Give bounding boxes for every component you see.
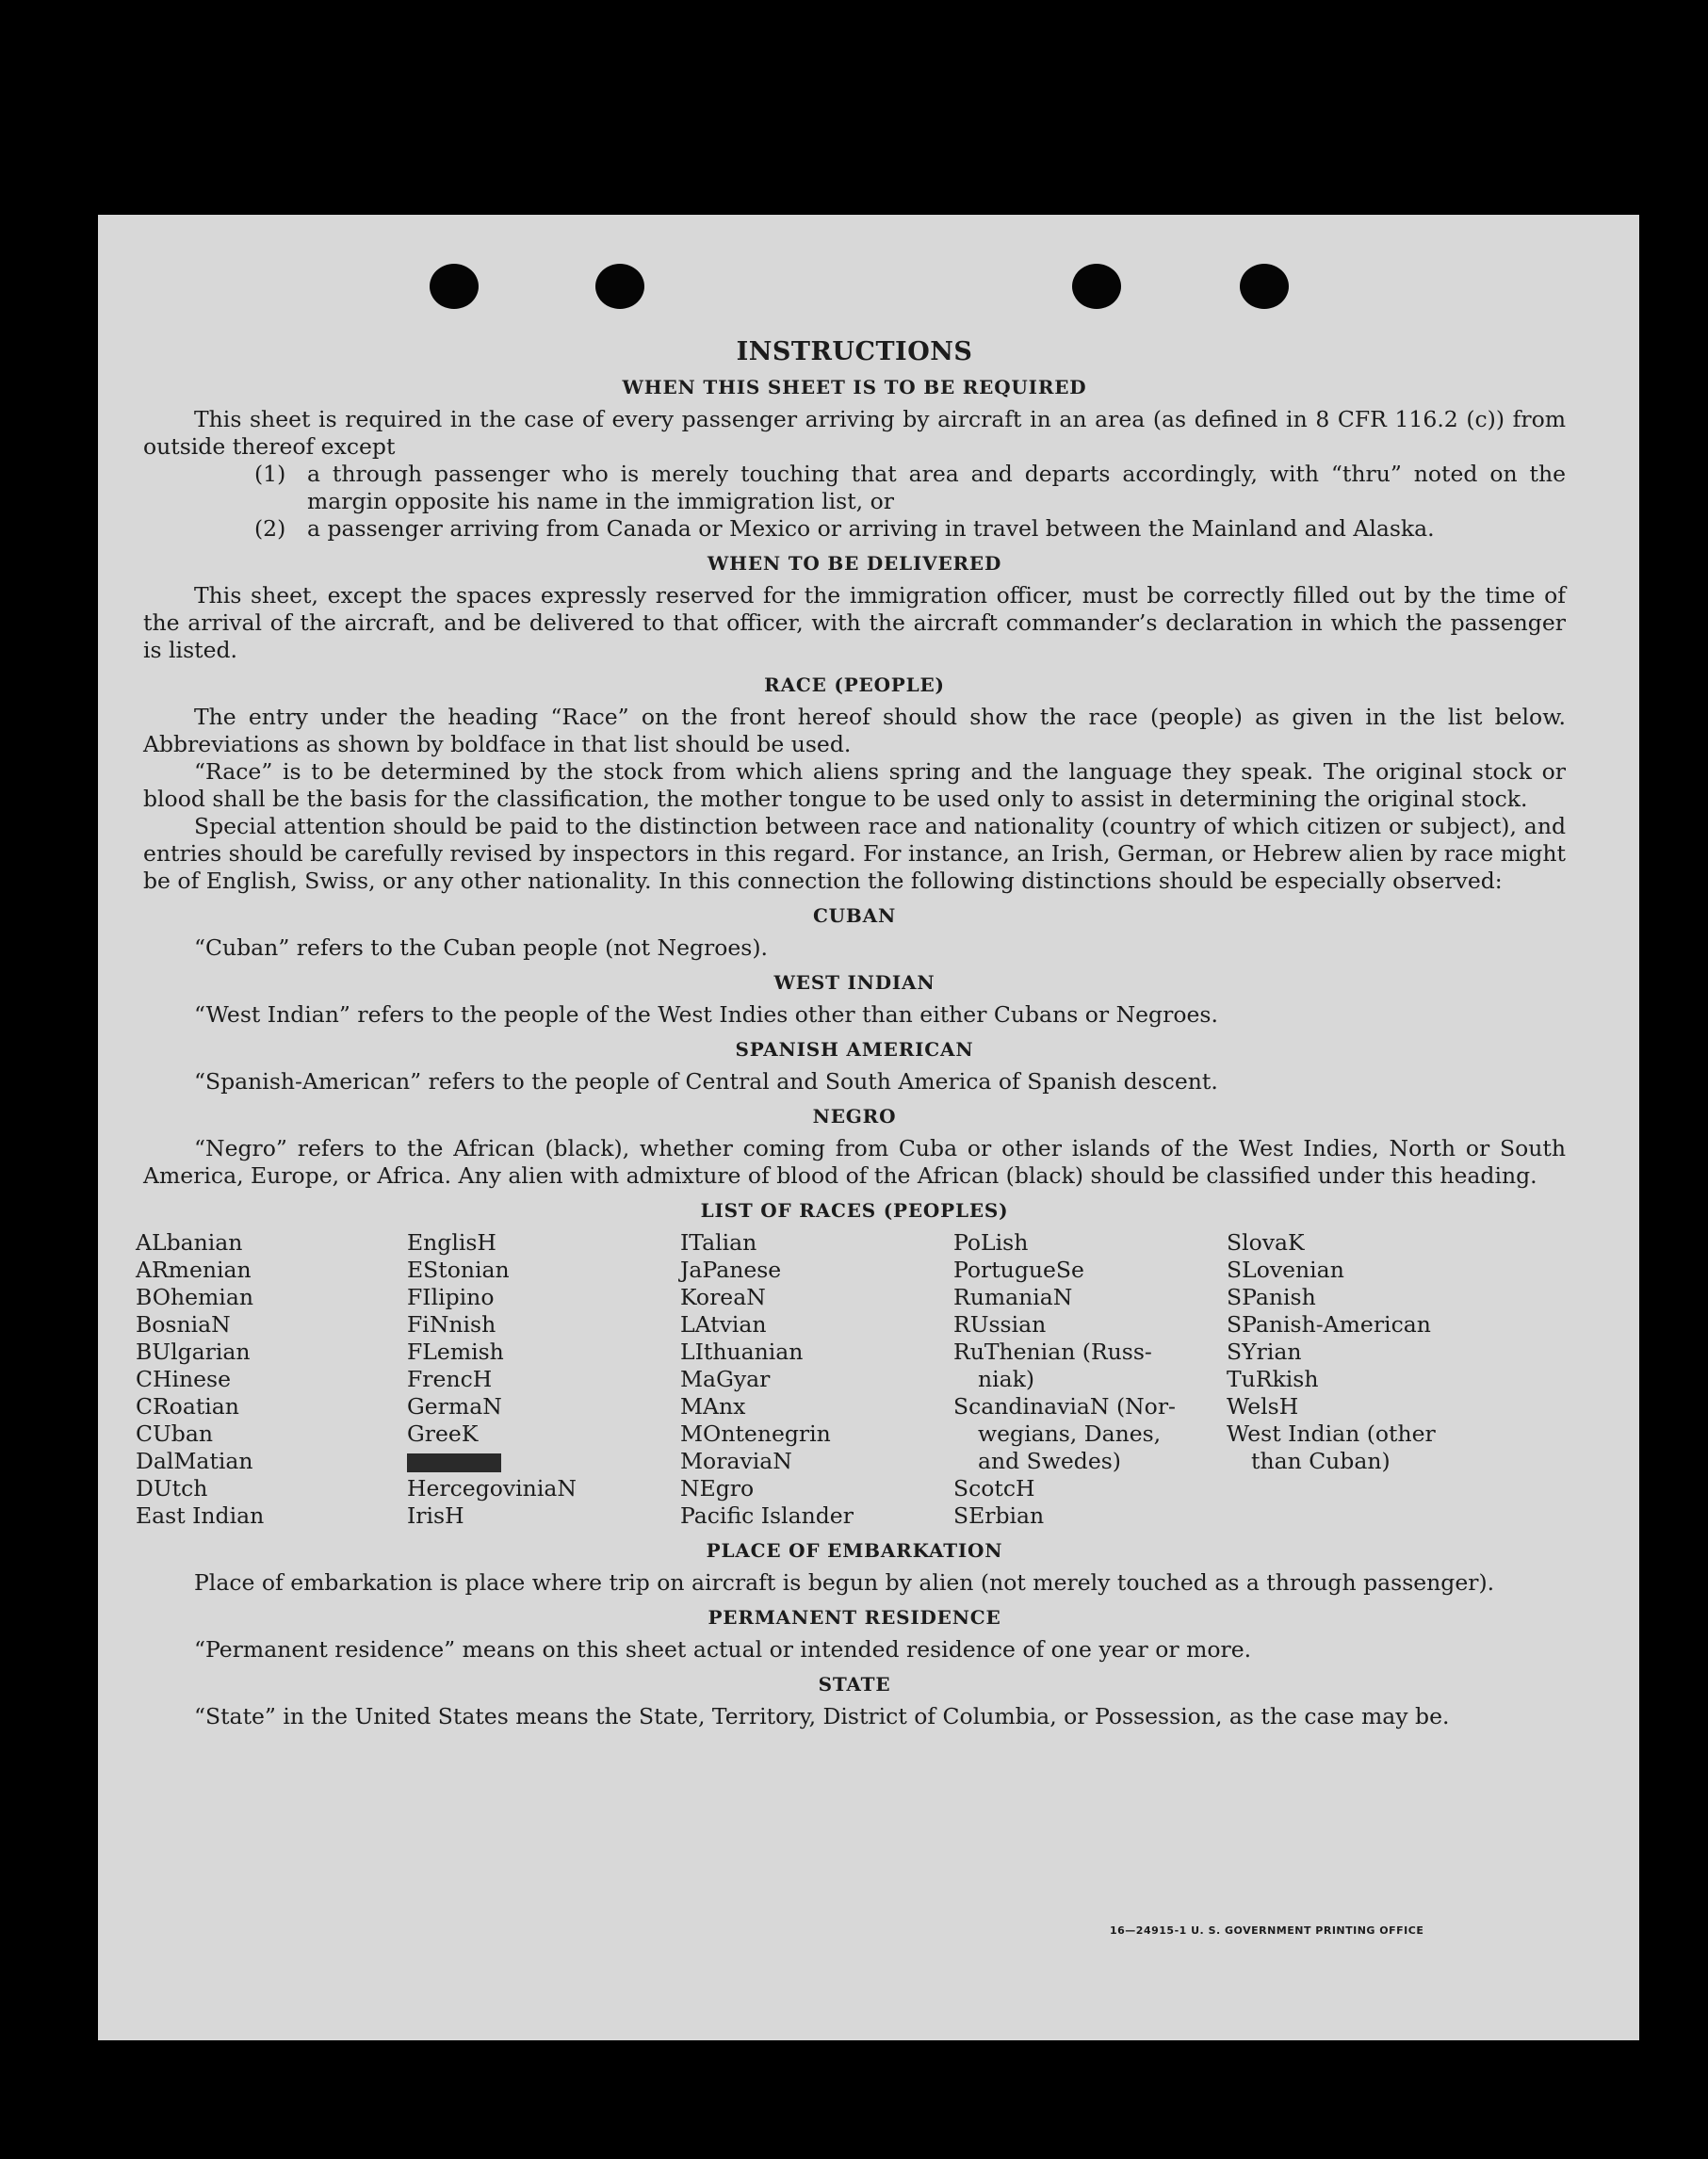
- exception-item-2: [143, 515, 1566, 543]
- heading-permanent-residence: PERMANENT RESIDENCE: [708, 1606, 1001, 1629]
- race-entry: PoLish: [953, 1229, 1029, 1256]
- race-entry: SLovenian: [1227, 1257, 1344, 1283]
- race-entry: BUlgarian: [136, 1339, 251, 1365]
- punch-hole: [430, 264, 479, 309]
- race-entry: FrencH: [407, 1366, 493, 1392]
- race-entry: DUtch: [136, 1475, 208, 1502]
- race-entry: MAnx: [680, 1393, 746, 1420]
- race-entry-continued: wegians, Danes,: [978, 1420, 1162, 1447]
- race-entry: CUban: [136, 1420, 213, 1447]
- heading-west-indian: WEST INDIAN: [773, 971, 935, 994]
- heading-spanish-american: SPANISH AMERICAN: [735, 1038, 974, 1061]
- race-entry: HercegoviniaN: [407, 1475, 577, 1502]
- race-entry: RuThenian (Russ-: [953, 1339, 1152, 1365]
- races-column-2: [407, 1229, 680, 1530]
- race-entry: PortugueSe: [953, 1257, 1084, 1283]
- race-entry: IrisH: [407, 1502, 464, 1529]
- race-entry: MOntenegrin: [680, 1420, 831, 1447]
- race-entry: EStonian: [407, 1257, 510, 1283]
- race-entry: KoreaN: [680, 1284, 766, 1310]
- race-entry: ScotcH: [953, 1475, 1035, 1502]
- races-column-1: [136, 1229, 407, 1530]
- item-text: a passenger arriving from Canada or Mexico or arriving in travel between the Mainland and Alaska.: [307, 515, 1435, 542]
- race-entry-continued: niak): [978, 1366, 1035, 1392]
- race-entry: WelsH: [1227, 1393, 1299, 1420]
- race-entry: LIthuanian: [680, 1339, 804, 1365]
- cuban-paragraph: “Cuban” refers to the Cuban people (not Negroes).: [194, 934, 769, 961]
- punch-hole: [1072, 264, 1121, 309]
- heading-race: RACE (PEOPLE): [764, 674, 945, 696]
- race-entry: GreeK: [407, 1420, 479, 1447]
- west-indian-paragraph: “West Indian” refers to the people of the West Indies other than either Cubans or Negroes.: [194, 1001, 1218, 1028]
- state-paragraph: “State” in the United States means the State, Territory, District of Columbia, or Possession, as the case may be.: [194, 1703, 1450, 1729]
- race-entry: ScandinaviaN (Nor-: [953, 1393, 1176, 1420]
- heading-cuban: CUBAN: [812, 904, 897, 927]
- when-required-paragraph: This sheet is required in the case of every passenger arriving by aircraft in an area (as defined in 8 CFR 116.2 (c)) from outside thereof except: [143, 406, 1566, 460]
- races-column-5: [1227, 1229, 1509, 1530]
- races-column-4: [953, 1229, 1227, 1530]
- exception-item-1: [143, 461, 1566, 515]
- race-entry: CRoatian: [136, 1393, 239, 1420]
- heading-negro: NEGRO: [812, 1105, 897, 1128]
- race-entry: Pacific Islander: [680, 1502, 854, 1529]
- race-entry: GermaN: [407, 1393, 502, 1420]
- race-entry: West Indian (other: [1227, 1420, 1436, 1447]
- redacted-entry: [407, 1448, 680, 1475]
- race-entry: ALbanian: [136, 1229, 243, 1256]
- race-entry: LAtvian: [680, 1311, 767, 1338]
- page-title: INSTRUCTIONS: [736, 337, 973, 366]
- race-entry: CHinese: [136, 1366, 231, 1392]
- race-entry: RumaniaN: [953, 1284, 1073, 1310]
- race-entry: SYrian: [1227, 1339, 1302, 1365]
- instructions-content: [136, 337, 1566, 1730]
- heading-when-delivered: WHEN TO BE DELIVERED: [707, 552, 1002, 575]
- item-number: (2): [254, 515, 286, 542]
- race-entry: East Indian: [136, 1502, 265, 1529]
- races-column-3: [680, 1229, 953, 1530]
- race-entry: FLemish: [407, 1339, 504, 1365]
- punch-hole: [595, 264, 644, 309]
- race-entry: BOhemian: [136, 1284, 253, 1310]
- heading-embarkation: PLACE OF EMBARKATION: [706, 1539, 1003, 1562]
- race-paragraph-1: The entry under the heading “Race” on the front hereof should show the race (people) as given in the list below. Abbreviations as shown by boldface in that list should be used.: [143, 704, 1566, 757]
- race-entry: ARmenian: [136, 1257, 252, 1283]
- spanish-american-paragraph: “Spanish-American” refers to the people of Central and South America of Spanish descent.: [194, 1068, 1218, 1095]
- race-paragraph-3: Special attention should be paid to the distinction between race and nationality (country of which citizen or subject), and entries should be carefully revised by inspectors in this regard. For instance, an Irish, German, or Hebrew alien by race might be of English, Swiss, or any other nationality. In this connection the following distinctions should be especially observed:: [143, 813, 1566, 894]
- race-entry: SErbian: [953, 1502, 1045, 1529]
- race-entry: SlovaK: [1227, 1229, 1305, 1256]
- race-entry: FIlipino: [407, 1284, 495, 1310]
- race-entry: MaGyar: [680, 1366, 771, 1392]
- item-number: (1): [254, 461, 286, 487]
- embarkation-paragraph: Place of embarkation is place where trip on aircraft is begun by alien (not merely touched as a through passenger).: [194, 1569, 1495, 1596]
- race-entry-continued: than Cuban): [1251, 1448, 1391, 1474]
- race-entry: BosniaN: [136, 1311, 231, 1338]
- residence-paragraph: “Permanent residence” means on this sheet actual or intended residence of one year or more.: [194, 1636, 1252, 1663]
- race-entry-continued: and Swedes): [978, 1448, 1121, 1474]
- race-entry: DalMatian: [136, 1448, 253, 1474]
- races-list: [136, 1229, 1566, 1530]
- redaction-mark: [407, 1453, 501, 1472]
- race-entry: EnglisH: [407, 1229, 496, 1256]
- race-entry: NEgro: [680, 1475, 755, 1502]
- printer-imprint: 16—24915-1 U. S. GOVERNMENT PRINTING OFFICE: [1110, 1924, 1424, 1937]
- race-entry: RUssian: [953, 1311, 1047, 1338]
- race-entry: JaPanese: [680, 1257, 782, 1283]
- heading-when-required: WHEN THIS SHEET IS TO BE REQUIRED: [622, 376, 1087, 398]
- race-entry: MoraviaN: [680, 1448, 792, 1474]
- punch-hole: [1240, 264, 1289, 309]
- document-sheet: [98, 215, 1639, 2040]
- race-entry: ITalian: [680, 1229, 757, 1256]
- race-entry: FiNnish: [407, 1311, 496, 1338]
- race-entry: TuRkish: [1227, 1366, 1319, 1392]
- heading-list-of-races: LIST OF RACES (PEOPLES): [700, 1199, 1009, 1222]
- heading-state: STATE: [818, 1673, 891, 1696]
- when-delivered-paragraph: This sheet, except the spaces expressly reserved for the immigration officer, must be correctly filled out by the time of the arrival of the aircraft, and be delivered to that officer, with the aircraft commander’s declaration in which the passenger is listed.: [143, 582, 1566, 663]
- race-entry: SPanish: [1227, 1284, 1316, 1310]
- race-paragraph-2: “Race” is to be determined by the stock from which aliens spring and the language they speak. The original stock or blood shall be the basis for the classification, the mother tongue to be used only to assist in determining the original stock.: [143, 758, 1566, 812]
- item-text: a through passenger who is merely touching that area and departs accordingly, with “thru” noted on the margin opposite his name in the immigration list, or: [307, 461, 1566, 514]
- race-entry: SPanish-American: [1227, 1311, 1431, 1338]
- negro-paragraph: “Negro” refers to the African (black), whether coming from Cuba or other islands of the West Indies, North or South America, Europe, or Africa. Any alien with admixture of blood of the African (black) should be classified under this heading.: [143, 1135, 1566, 1189]
